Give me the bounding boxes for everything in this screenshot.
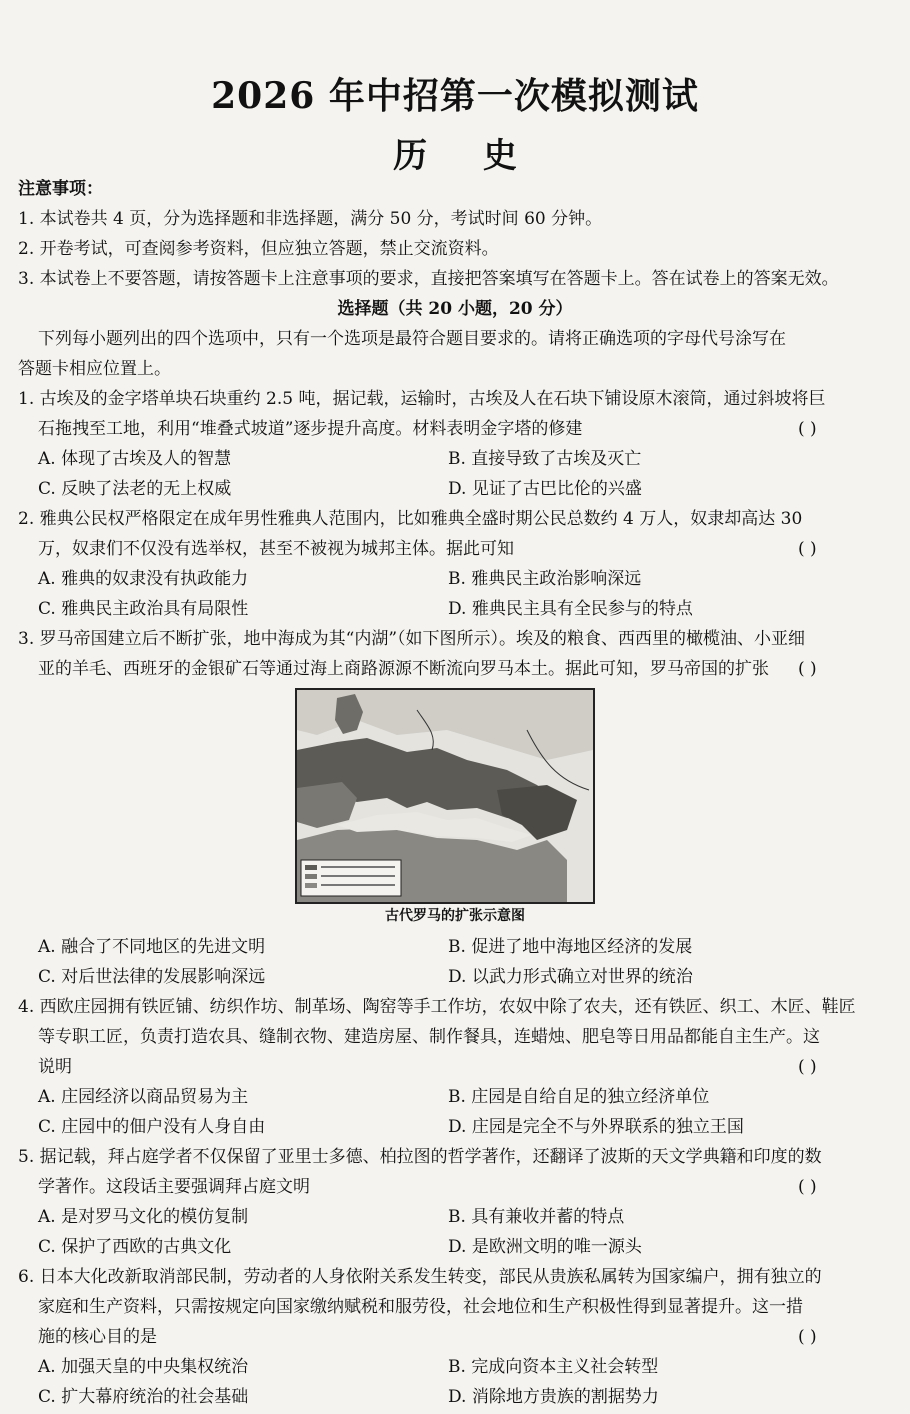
question-4-text: 4. 西欧庄园拥有铁匠铺、纺织作坊、制革场、陶窑等手工作坊，农奴中除了农夫，还有铁匠、织工、木匠、鞋匠 — [18, 997, 856, 1017]
answer-paren: ( ) — [798, 419, 817, 439]
answer-paren: ( ) — [798, 1057, 817, 1077]
question-6-option-a: A. 加强天皇的中央集权统治 — [38, 1357, 249, 1377]
question-4-option-a: A. 庄园经济以商品贸易为主 — [38, 1087, 249, 1107]
question-5-text: 5. 据记载，拜占庭学者不仅保留了亚里士多德、柏拉图的哲学著作，还翻译了波斯的天文学典籍和印度的数 — [18, 1147, 822, 1167]
question-4-option-b: B. 庄园是自给自足的独立经济单位 — [448, 1087, 710, 1107]
question-6-option-b: B. 完成向资本主义社会转型 — [448, 1357, 659, 1377]
question-6-text: 6. 日本大化改新取消部民制，劳动者的人身依附关系发生转变，部民从贵族私属转为国家编户，拥有独立的 — [18, 1267, 822, 1287]
question-2-option-d: D. 雅典民主具有全民参与的特点 — [448, 599, 693, 619]
question-6-option-d: D. 消除地方贵族的割据势力 — [448, 1387, 659, 1407]
question-3-option-b: B. 促进了地中海地区经济的发展 — [448, 937, 693, 957]
question-1-option-c: C. 反映了法老的无上权威 — [38, 479, 232, 499]
exam-subject: 历 史 — [393, 136, 539, 176]
question-5-text: 学著作。这段话主要强调拜占庭文明 — [38, 1177, 310, 1197]
question-6-text: 家庭和生产资料，只需按规定向国家缴纳赋税和服劳役，社会地位和生产积极性得到显著提升。这一措 — [38, 1297, 803, 1317]
answer-paren: ( ) — [798, 539, 817, 559]
note-item: 3. 本试卷上不要答题，请按答题卡上注意事项的要求，直接把答案填写在答题卡上。答在试卷上的答案无效。 — [18, 269, 839, 289]
question-4-text: 说明 — [38, 1057, 72, 1077]
note-item: 2. 开卷考试，可查阅参考资料，但应独立答题，禁止交流资料。 — [18, 239, 499, 259]
question-4-text: 等专职工匠，负责打造农具、缝制衣物、建造房屋、制作餐具，连蜡烛、肥皂等日用品都能自主生产。这 — [38, 1027, 820, 1047]
question-1-option-a: A. 体现了古埃及人的智慧 — [38, 449, 232, 469]
answer-paren: ( ) — [798, 1327, 817, 1347]
question-4-option-c: C. 庄园中的佃户没有人身自由 — [38, 1117, 266, 1137]
question-3-option-a: A. 融合了不同地区的先进文明 — [38, 937, 266, 957]
question-5-option-c: C. 保护了西欧的古典文化 — [38, 1237, 232, 1257]
answer-paren: ( ) — [798, 1177, 817, 1197]
question-2-text: 2. 雅典公民权严格限定在成年男性雅典人范围内，比如雅典全盛时期公民总数约 4 万人，奴隶却高达 30 — [18, 509, 803, 529]
question-2-option-a: A. 雅典的奴隶没有执政能力 — [38, 569, 249, 589]
question-3-option-c: C. 对后世法律的发展影响深远 — [38, 967, 266, 987]
question-5-option-b: B. 具有兼收并蓄的特点 — [448, 1207, 625, 1227]
question-2-option-b: B. 雅典民主政治影响深远 — [448, 569, 642, 589]
roman-expansion-map — [295, 688, 595, 904]
question-1-text: 石拖拽至工地，利用“堆叠式坡道”逐步提升高度。材料表明金字塔的修建 — [38, 419, 583, 439]
exam-title: 2026 年中招第一次模拟测试 — [211, 75, 699, 117]
question-5-option-d: D. 是欧洲文明的唯一源头 — [448, 1237, 642, 1257]
question-1-option-d: D. 见证了古巴比伦的兴盛 — [448, 479, 642, 499]
section-instruction: 答题卡相应位置上。 — [18, 359, 171, 379]
map-drawing — [297, 690, 593, 902]
question-5-option-a: A. 是对罗马文化的模仿复制 — [38, 1207, 249, 1227]
note-item: 1. 本试卷共 4 页，分为选择题和非选择题，满分 50 分，考试时间 60 分钟。 — [18, 209, 603, 229]
question-6-text: 施的核心目的是 — [38, 1327, 157, 1347]
notes-heading: 注意事项： — [18, 179, 103, 199]
question-1-option-b: B. 直接导致了古埃及灭亡 — [448, 449, 642, 469]
question-2-option-c: C. 雅典民主政治具有局限性 — [38, 599, 249, 619]
question-3-text: 亚的羊毛、西班牙的金银矿石等通过海上商路源源不断流向罗马本土。据此可知，罗马帝国的扩张 — [38, 659, 769, 679]
section-instruction: 下列每小题列出的四个选项中，只有一个选项是最符合题目要求的。请将正确选项的字母代号涂写在 — [38, 329, 786, 349]
answer-paren: ( ) — [798, 659, 817, 679]
map-caption: 古代罗马的扩张示意图 — [385, 908, 525, 924]
question-4-option-d: D. 庄园是完全不与外界联系的独立王国 — [448, 1117, 744, 1137]
question-2-text: 万，奴隶们不仅没有选举权，甚至不被视为城邦主体。据此可知 — [38, 539, 514, 559]
question-1-text: 1. 古埃及的金字塔单块石块重约 2.5 吨，据记载，运输时，古埃及人在石块下铺设原木滚筒，通过斜坡将巨 — [18, 389, 826, 409]
question-3-option-d: D. 以武力形式确立对世界的统治 — [448, 967, 693, 987]
section-title: 选择题（共 20 小题，20 分） — [337, 299, 573, 319]
question-6-option-c: C. 扩大幕府统治的社会基础 — [38, 1387, 249, 1407]
question-3-text: 3. 罗马帝国建立后不断扩张，地中海成为其“内湖”（如下图所示）。埃及的粮食、西西里的橄榄油、小亚细 — [18, 629, 806, 649]
